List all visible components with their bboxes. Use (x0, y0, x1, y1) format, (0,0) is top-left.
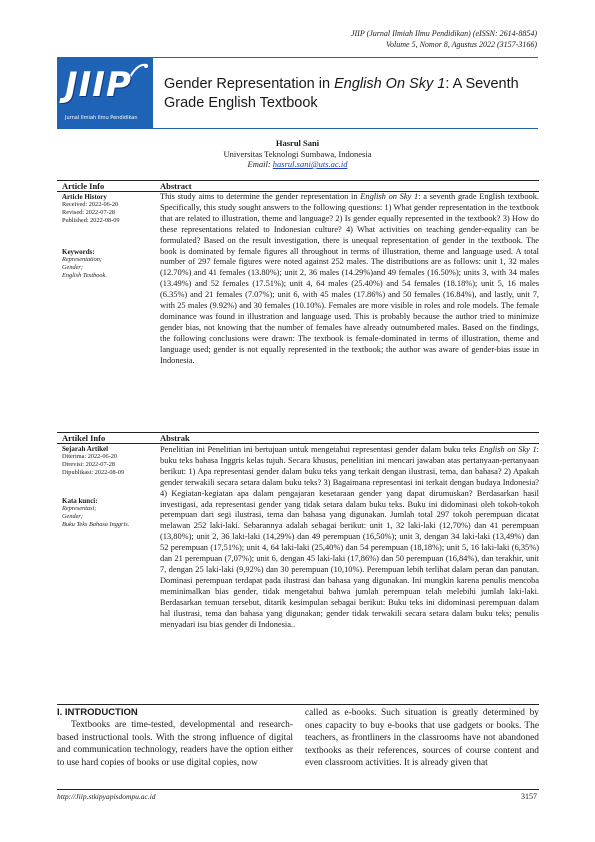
keyword: Representation; (62, 256, 102, 263)
author-affiliation: Universitas Teknologi Sumbawa, Indonesia (223, 149, 372, 159)
rule-top-en (57, 180, 539, 181)
footer-rule (57, 789, 539, 790)
paper-title (164, 75, 534, 113)
volume-info: Volume 5, Nomor 8, Agustus 2022 (3157-3166) (386, 40, 537, 49)
title-text-1: Gender Representation in (164, 76, 335, 92)
rule-mid-id (57, 443, 539, 444)
abstract-heading: Abstract (160, 181, 192, 191)
received-date: Received: 2022-06-20 (62, 201, 119, 208)
diterima-date: Diterima: 2022-06-20 (62, 453, 118, 460)
section-heading-introduction: I. INTRODUCTION (57, 707, 138, 718)
email-label: Email: (247, 159, 273, 169)
abstract-text-en (160, 192, 539, 367)
direvisi-date: Direvisi: 2022-07-28 (62, 461, 115, 468)
body-left-column: Textbooks are time-tested, developmental and research-based instructional tools. With the strong influence of digital and communication technology, readers have the option either to use hard copies of books or use digital copies, now (57, 720, 293, 768)
abstract-id-italic: English on Sky 1 (479, 445, 537, 454)
keyword: English Textbook. (62, 272, 107, 279)
abstract-en-part1: This study aims to determine the gender representation in (160, 192, 361, 201)
journal-logo (57, 57, 153, 129)
journal-name: JIIP (Jurnal Ilmiah Ilmu Pendidikan) (eISSN: 2614-8854) (350, 29, 537, 38)
article-info-heading: Article Info (62, 181, 105, 191)
published-date: Published: 2022-08-09 (62, 217, 120, 224)
abstract-en-italic: English on Sky 1 (360, 192, 419, 201)
abstract-id-part2: : buku teks bahasa Inggris kelas tujuh. Secara khusus, penelitian ini mencari jawaban atas pertanyaan-pertanyaan berikut: 1) Apa representasi gender dalam buku teks yang terkait dengan ilustrasi, tema, dan bahasa? 2) Apakah gender terwakili secara setara dalam buku teks? 3) Bagaimana representasi ini terkait dengan budaya Indonesia? 4) Kegiatan-kegiatan apa dalam pengajaran kesetaraan gender yang dapat dirumuskan? Berdasarkan hasil investigasi, ada representasi gender yang tidak setara dalam buku teks. Buku ini didominasi oleh tokoh-tokoh perempuan dari segi ilustrasi, tema dan bahasa yang digunakan. Jumlah total 297 tokoh perempuan dicatat melawan 252 laki-laki. Sebarannya adalah sebagai berikut: unit 1, 32 laki-laki (12,70%) dan 41 perempuan (13,80%); unit 2, 36 laki-laki (14,29%) dan 49 perempuan (16,50%); unit 3, dengan 34 laki-laki (13,49%) dan 52 perempuan (17,51%); unit 4, 64 laki-laki (25,40%) dan 54 perempuan (18,18%); unit 5, 16 laki-laki (6,35%) dan 21 perempuan (7,07%); unit 6, dengan 45 laki-laki (17,86%) dan 50 perempuan (16,84%), dan terakhir, unit 7, dengan 25 laki-laki (9,92%) dan 30 perempuan (10,10%). Perempuan lebih terlihat dalam peran dan panutan. Dominasi perempuan terdapat pada ilustrasi dan bahasa yang digunakan. Ini mungkin karena penulis mencoba meminimalkan bias gender, tidak mengetahui bahwa jumlah perempuan telah melebihi jumlah laki-laki. Berdasarkan temuan tersebut, ditarik kesimpulan sebagai berikut: Buku teks ini didominasi perempuan dalam hal ilustrasi, tema dan bahasa yang digunakan; gender tidak terwakili secara setara dalam buku teks; penulis menyadari isu bias gender di Indonesia.. (160, 445, 539, 629)
keywords-heading: Keywords: (62, 248, 95, 256)
footer-url[interactable]: http://Jiip.stkipyapisdompu.ac.id (57, 792, 156, 801)
revised-date: Revised: 2022-07-28 (62, 209, 115, 216)
title-italic: English On Sky 1 (334, 76, 446, 92)
article-info-id (62, 445, 157, 529)
author-email-line (0, 159, 595, 169)
article-info-en (62, 193, 157, 280)
body-right-column: called as e-books. Such situation is greatly determined by ones capacity to buy e-books that use gadgets or books. The teachers, as frontliners in the classrooms have not abandoned textbooks as their references, sources of course content and even classroom activities. It is already given that (305, 708, 539, 769)
author-email-link[interactable]: hasrul.sani@uts.ac.id (272, 159, 348, 169)
logo-text: JIIP (65, 65, 132, 105)
rule-bottom (57, 704, 539, 705)
abstract-id-part1: Penelitian ini Penelitian ini bertujuan untuk mengetahui representasi gender dalam buku teks (160, 445, 480, 454)
page-number: 3157 (521, 792, 537, 801)
keyword: Gender; (62, 264, 83, 271)
abstract-en-part2: : a seventh grade English textbook. Specifically, this study sought answers to the following questions: 1) What gender representation in the textbook that are related to illustration, theme and language? 2) Is gender equally represented in the textbook? 3) How do these representations related to Indonesian culture? 4) What activities on teaching gender-equality can be formulated? Based on the result investigation, there is unequal representation of gender in the textbook. The book is dominated by female figures all throughout in terms of illustration, theme and language used. A total number of 297 female figures were noted against 252 males. The distributions are as follows: unit 1, 32 males (12.70%) and 41 females (13.80%); unit 2, 36 males (14.29%)and 49 females (16.50%); units 3, with 34 males (13.49%) and 52 females (17.51%); unit 4, 64 males (25.40%) and 54 females (18.18%); unit 5, 16 males (6.35%) and 21 females (7.07%); unit 6, with 45 males (17.86%) and 50 females (16.84%), and lastly, unit 7, with 25 males (9.92%) and 30 females (10.10%). Females are more visible in roles and role models. The female dominance was found in illustration and language used. This is probably because the author tried to minimize gender bias, not knowing that the number of females have already outnumbered males. Based on the findings, the following conclusions were drawn: The textbook is female-dominated in terms of illustration, theme and language used; gender is not equally represented in the textbook; the author was aware of gender-bias issue in Indonesia. (160, 192, 539, 365)
keyword: Gender; (62, 513, 83, 520)
journal-header (137, 28, 537, 50)
logo-subtitle: Jurnal Ilmiah Ilmu Pendidikan (65, 115, 138, 121)
dipublikasi-date: Dipublikasi: 2022-08-09 (62, 469, 125, 476)
history-heading: Article History (62, 193, 107, 201)
artikel-info-heading: Artikel Info (62, 433, 106, 443)
keyword: Buku Teks Bahasa Inggris. (62, 521, 130, 528)
author-name: Hasrul Sani (275, 138, 320, 148)
sejarah-heading: Sejarah Artikel (62, 445, 109, 453)
kata-kunci-heading: Kata kunci: (62, 497, 98, 505)
abstrak-heading: Abstrak (160, 433, 190, 443)
keyword: Representasi; (62, 505, 97, 512)
rule-top-id (57, 432, 539, 433)
title-text-2: : A Seventh Grade English Textbook (164, 76, 519, 111)
abstract-text-id (160, 445, 539, 630)
